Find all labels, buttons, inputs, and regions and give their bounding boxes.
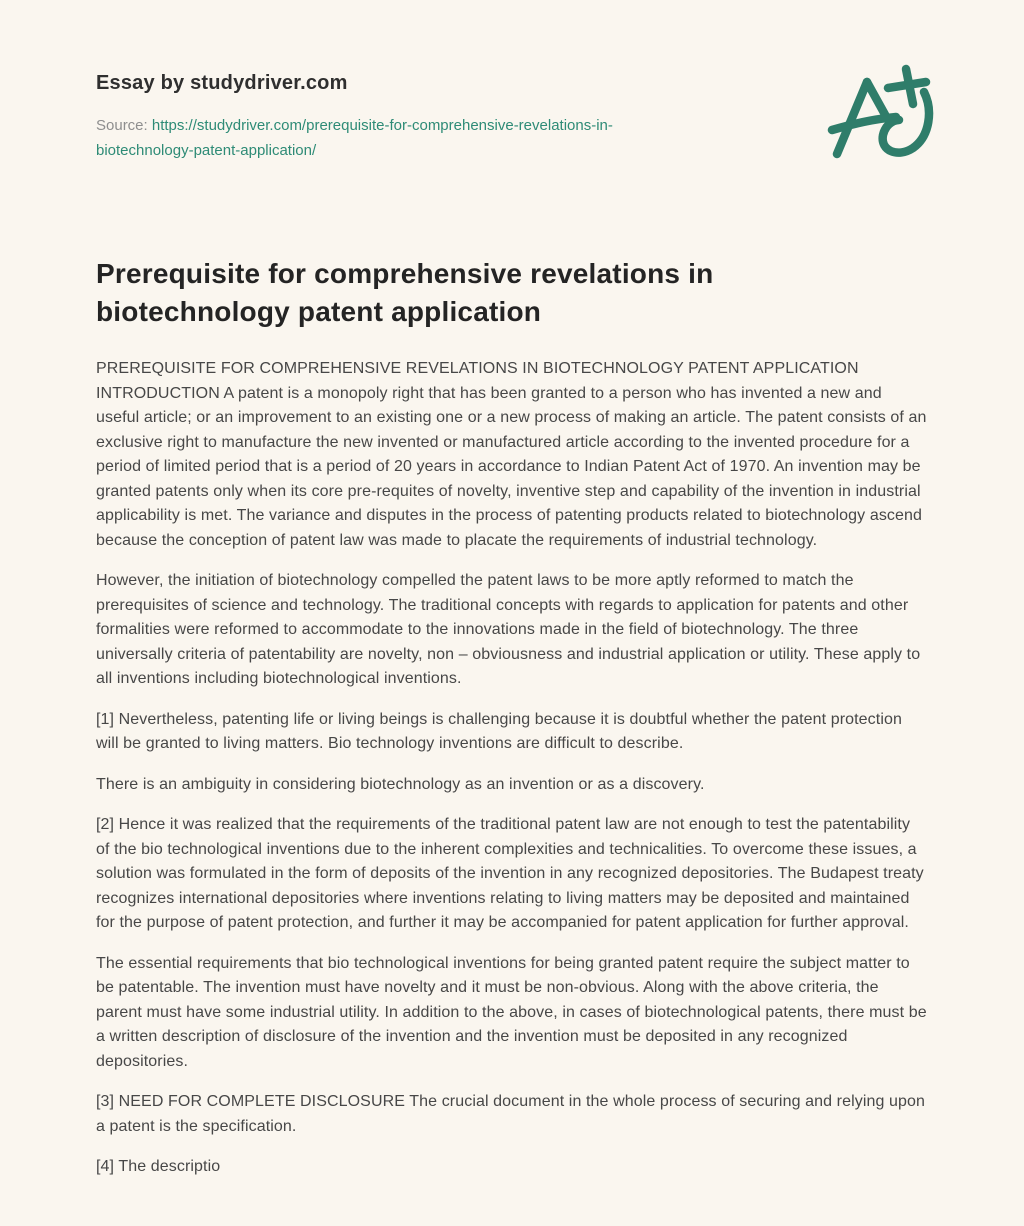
- essay-paragraph: [1] Nevertheless, patenting life or living beings is challenging because it is doubtful whether the patent protection will be granted to living matters. Bio technology inventions are difficult to describe.: [96, 710, 902, 752]
- essay-paragraph: [4] The descriptio: [96, 1158, 221, 1175]
- essay-paragraph: [2] Hence it was realized that the requirements of the traditional patent law are not enough to test the patentability of the bio technological inventions due to the inherent complexities and technicalities. To overcome these issues, a solution was formulated in the form of deposits of the invention in any recognized depositories. The Budapest treaty recognizes international depositories where inventions relating to living matters may be deposited and maintained for the purpose of patent protection, and further it may be accompanied for patent application for further approval.: [96, 816, 924, 931]
- essay-paragraph: However, the initiation of biotechnology compelled the patent laws to be more aptly reformed to match the prerequisites of science and technology. The traditional concepts with regards to application for patents and other formalities were reformed to accommodate to the innovations made in the field of biotechnology. The three universally criteria of patentability are novelty, non – obviousness and industrial application or utility. These apply to all inventions including biotechnological inventions.: [96, 572, 921, 687]
- source-url-link[interactable]: https://studydriver.com/prerequisite-for-comprehensive-revelations-in-biotechnology-patent-application/: [96, 117, 613, 159]
- a-plus-logo-icon: [822, 62, 934, 164]
- source-label: Source:: [96, 117, 148, 134]
- essay-paragraph: There is an ambiguity in considering biotechnology as an invention or as a discovery.: [96, 775, 705, 793]
- essay-paragraph: The essential requirements that bio technological inventions for being granted patent require the subject matter to be patentable. The invention must have novelty and it must be non-obvious. Along with the above criteria, the parent must have some industrial utility. In addition to the above, in cases of biotechnological patents, there must be a written description of disclosure of the invention and the invention must be deposited in any recognized depositories.: [96, 954, 927, 1070]
- page-header: [96, 70, 928, 163]
- essay-body: [96, 357, 928, 1180]
- source-line: [96, 113, 696, 163]
- essay-paragraph: [3] NEED FOR COMPLETE DISCLOSURE The crucial document in the whole process of securing and relying upon a patent is the specification.: [96, 1093, 926, 1135]
- essay-paragraph: PREREQUISITE FOR COMPREHENSIVE REVELATIONS IN BIOTECHNOLOGY PATENT APPLICATION INTRODUCTION A patent is a monopoly right that has been granted to a person who has invented a new and useful article; or an improvement to an existing one or a new process of making an article. The patent consists of an exclusive right to manufacture the new invented or manufactured article according to the invented procedure for a period of limited period that is a period of 20 years in accordance to Indian Patent Act of 1970. An invention may be granted patents only when its core pre-requites of novelty, inventive step and capability of the invention in industrial applicability is met. The variance and disputes in the process of patenting products related to biotechnology ascend because the conception of patent law was made to placate the requirements of industrial technology.: [96, 360, 927, 549]
- brand-heading: Essay by studydriver.com: [96, 72, 348, 94]
- essay-title: Prerequisite for comprehensive revelations in biotechnology patent application: [96, 258, 714, 327]
